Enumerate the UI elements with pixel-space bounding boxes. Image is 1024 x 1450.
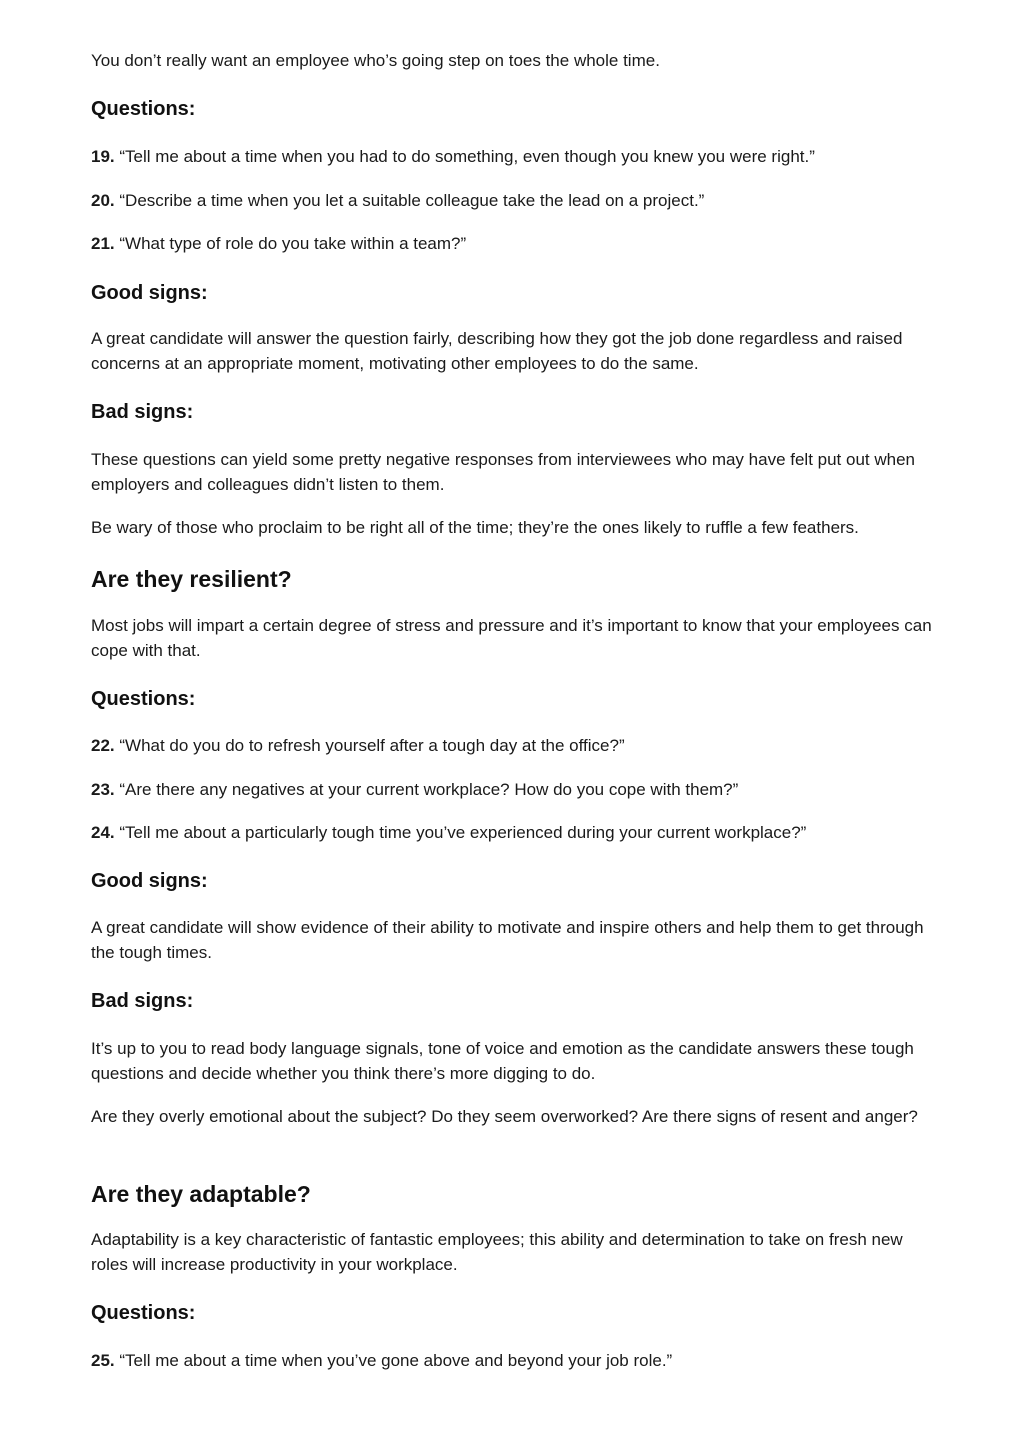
intro-tail-paragraph: You don’t really want an employee who’s going step on toes the whole time. <box>91 51 660 70</box>
question-item <box>91 733 941 758</box>
question-item <box>91 188 941 213</box>
bad-signs-paragraph: These questions can yield some pretty negative responses from interviewees who may have felt put out when employers and colleagues didn’t listen to them. <box>91 450 915 494</box>
question-item <box>91 777 941 802</box>
bad-signs-heading: Bad signs: <box>91 401 194 423</box>
section-intro-paragraph: Most jobs will impart a certain degree of stress and pressure and it’s important to know that your employees can cope with that. <box>91 616 932 660</box>
question-item <box>91 1348 941 1373</box>
good-signs-paragraph: A great candidate will answer the question fairly, describing how they got the job done regardless and raised concerns at an appropriate moment, motivating other employees to do the same. <box>91 329 903 373</box>
section-intro-paragraph: Adaptability is a key characteristic of fantastic employees; this ability and determination to take on fresh new roles will increase productivity in your workplace. <box>91 1230 903 1274</box>
question-number: 21. <box>91 234 115 253</box>
bad-signs-heading: Bad signs: <box>91 990 194 1012</box>
question-number: 23. <box>91 780 115 799</box>
bad-signs-paragraph: It’s up to you to read body language signals, tone of voice and emotion as the candidate answers these tough questions and decide whether you think there’s more digging to do. <box>91 1039 914 1083</box>
question-text: “What do you do to refresh yourself after a tough day at the office?” <box>119 736 625 755</box>
good-signs-paragraph: A great candidate will show evidence of their ability to motivate and inspire others and help them to get through the tough times. <box>91 918 924 962</box>
question-item <box>91 144 941 169</box>
question-number: 20. <box>91 191 115 210</box>
question-text: “Are there any negatives at your current workplace? How do you cope with them?” <box>119 780 739 799</box>
bad-signs-paragraph: Be wary of those who proclaim to be right all of the time; they’re the ones likely to ruffle a few feathers. <box>91 518 859 537</box>
questions-heading: Questions: <box>91 1302 196 1324</box>
question-text: “Tell me about a time when you’ve gone above and beyond your job role.” <box>119 1351 673 1370</box>
questions-heading: Questions: <box>91 98 196 120</box>
question-number: 25. <box>91 1351 115 1370</box>
question-text: “Tell me about a particularly tough time you’ve experienced during your current workplace?” <box>119 823 807 842</box>
questions-heading: Questions: <box>91 688 196 710</box>
bad-signs-paragraph: Are they overly emotional about the subject? Do they seem overworked? Are there signs of resent and anger? <box>91 1107 918 1126</box>
section-heading-resilient: Are they resilient? <box>91 566 292 592</box>
question-item <box>91 820 941 845</box>
good-signs-heading: Good signs: <box>91 870 208 892</box>
question-text: “Describe a time when you let a suitable colleague take the lead on a project.” <box>119 191 705 210</box>
section-heading-adaptable: Are they adaptable? <box>91 1181 311 1207</box>
good-signs-heading: Good signs: <box>91 282 208 304</box>
question-text: “Tell me about a time when you had to do something, even though you knew you were right.” <box>119 147 815 166</box>
question-text: “What type of role do you take within a team?” <box>119 234 467 253</box>
question-number: 19. <box>91 147 115 166</box>
question-number: 24. <box>91 823 115 842</box>
question-number: 22. <box>91 736 115 755</box>
question-item <box>91 231 941 256</box>
